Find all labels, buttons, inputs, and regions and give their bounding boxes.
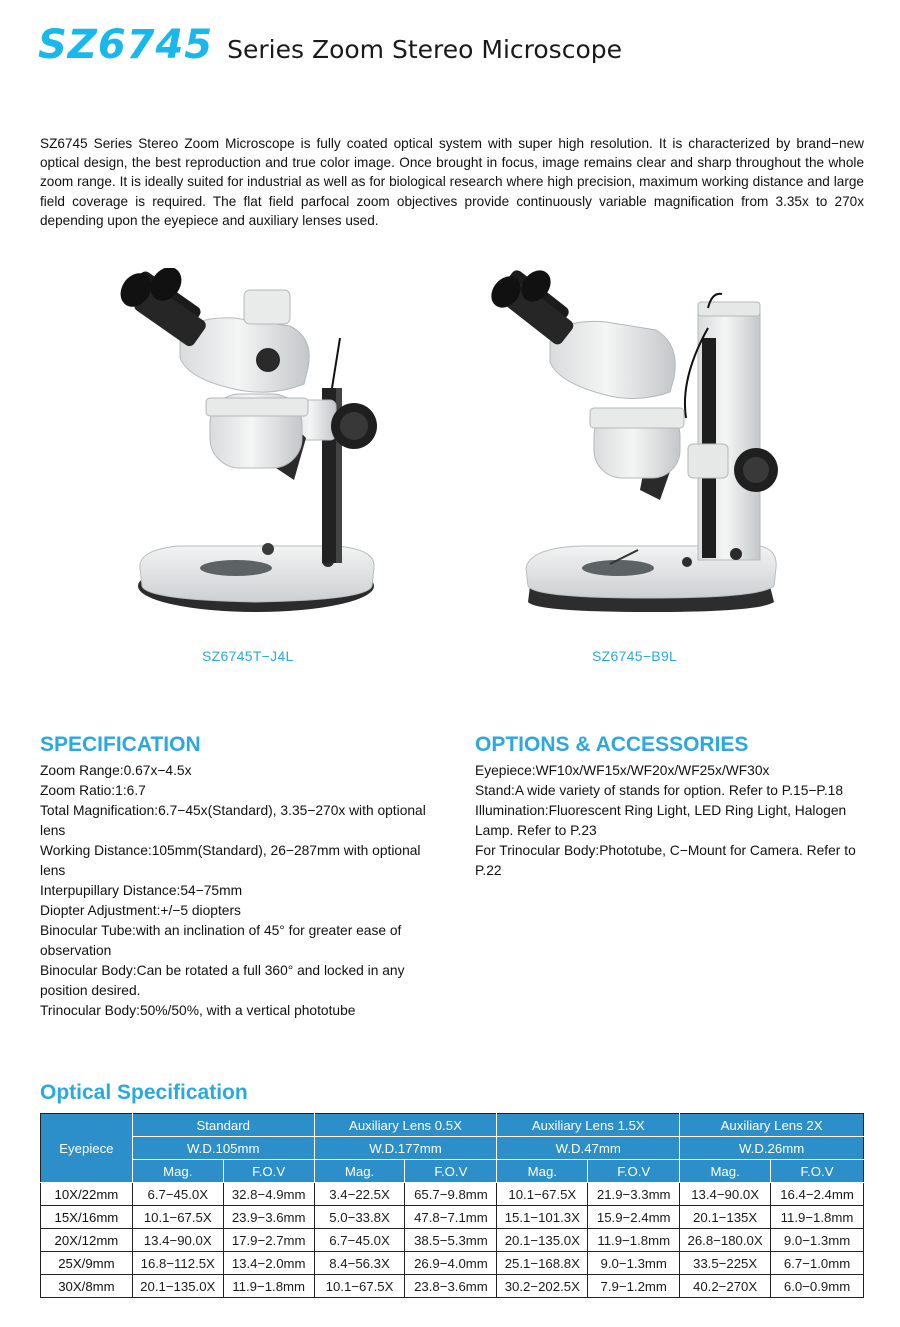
- intro-paragraph: SZ6745 Series Stereo Zoom Microscope is fully coated optical system with super high resolution. It is characterized by brand−new optical design, the best reproduction and true color image. Once brought in focus, image remains clear and sharp throughout the whole zoom range. It is ideally suited for industrial as well as for biological research where high precision, maximum working distance and large field coverage is required. The flat field parfocal zoom objectives provide continuously variable magnification from 3.35x to 270x depending upon the eyepiece and auxiliary lenses used.: [40, 136, 864, 228]
- table-cell: 26.9−4.0mm: [405, 1252, 497, 1275]
- eyepiece-cell: 20X/12mm: [41, 1229, 133, 1252]
- table-cell: 11.9−1.8mm: [588, 1229, 680, 1252]
- eyepiece-cell: 10X/22mm: [41, 1183, 133, 1206]
- table-cell: 6.7−45.0X: [132, 1183, 223, 1206]
- table-row: [41, 1252, 864, 1275]
- table-row: [41, 1206, 864, 1229]
- table-cell: 40.2−270X: [680, 1275, 771, 1298]
- spec-item: Zoom Ratio:1:6.7: [40, 783, 146, 798]
- table-cell: 10.1−67.5X: [497, 1183, 588, 1206]
- table-cell: 6.0−0.9mm: [771, 1275, 864, 1298]
- option-item: Illumination:Fluorescent Ring Light, LED Ring Light, Halogen Lamp. Refer to P.23: [475, 803, 847, 838]
- table-cell: 38.5−5.3mm: [405, 1229, 497, 1252]
- table-cell: 20.1−135X: [680, 1206, 771, 1229]
- fov-header: F.O.V: [223, 1160, 314, 1183]
- spec-item: Diopter Adjustment:+/−5 diopters: [40, 903, 241, 918]
- table-cell: 21.9−3.3mm: [588, 1183, 680, 1206]
- table-cell: 23.9−3.6mm: [223, 1206, 314, 1229]
- spec-item: Working Distance:105mm(Standard), 26−287mm with optional lens: [40, 843, 421, 878]
- product-caption: SZ6745T−J4L: [202, 648, 294, 664]
- table-cell: 65.7−9.8mm: [405, 1183, 497, 1206]
- table-cell: 8.4−56.3X: [314, 1252, 405, 1275]
- table-cell: 13.4−2.0mm: [223, 1252, 314, 1275]
- table-cell: 15.9−2.4mm: [588, 1206, 680, 1229]
- group-header: Standard: [132, 1114, 314, 1137]
- spec-item: Binocular Body:Can be rotated a full 360° and locked in any position desired.: [40, 963, 405, 998]
- table-cell: 30.2−202.5X: [497, 1275, 588, 1298]
- eyepiece-cell: 25X/9mm: [41, 1252, 133, 1275]
- working-distance-header: W.D.26mm: [680, 1137, 864, 1160]
- table-cell: 6.7−45.0X: [314, 1229, 405, 1252]
- table-cell: 9.0−1.3mm: [588, 1252, 680, 1275]
- table-cell: 9.0−1.3mm: [771, 1229, 864, 1252]
- mag-header: Mag.: [132, 1160, 223, 1183]
- spec-item: Trinocular Body:50%/50%, with a vertical phototube: [40, 1003, 356, 1018]
- table-cell: 11.9−1.8mm: [771, 1206, 864, 1229]
- optical-spec-title: Optical Specification: [40, 1081, 248, 1104]
- table-cell: 13.4−90.0X: [132, 1229, 223, 1252]
- fov-header: F.O.V: [588, 1160, 680, 1183]
- spec-item: Binocular Tube:with an inclination of 45° for greater ease of observation: [40, 923, 402, 958]
- optical-spec-table: [40, 1113, 864, 1298]
- table-row: [41, 1229, 864, 1252]
- eyepiece-header: Eyepiece: [41, 1114, 133, 1183]
- model-title: SZ6745: [38, 22, 214, 68]
- table-cell: 33.5−225X: [680, 1252, 771, 1275]
- page-header: [38, 22, 622, 68]
- group-header: Auxiliary Lens 2X: [680, 1114, 864, 1137]
- table-cell: 20.1−135.0X: [497, 1229, 588, 1252]
- table-row: [41, 1275, 864, 1298]
- table-cell: 15.1−101.3X: [497, 1206, 588, 1229]
- option-item: Eyepiece:WF10x/WF15x/WF20x/WF25x/WF30x: [475, 763, 770, 778]
- table-cell: 23.8−3.6mm: [405, 1275, 497, 1298]
- table-cell: 11.9−1.8mm: [223, 1275, 314, 1298]
- table-cell: 10.1−67.5X: [314, 1275, 405, 1298]
- eyepiece-cell: 30X/8mm: [41, 1275, 133, 1298]
- series-title: Series Zoom Stereo Microscope: [227, 35, 622, 64]
- specification-heading: SPECIFICATION: [40, 733, 201, 756]
- table-cell: 5.0−33.8X: [314, 1206, 405, 1229]
- working-distance-header: W.D.177mm: [314, 1137, 497, 1160]
- table-cell: 13.4−90.0X: [680, 1183, 771, 1206]
- binocular-microscope-image: [490, 268, 790, 618]
- options-list: [475, 761, 870, 881]
- spec-item: Interpupillary Distance:54−75mm: [40, 883, 243, 898]
- table-cell: 16.4−2.4mm: [771, 1183, 864, 1206]
- table-cell: 10.1−67.5X: [132, 1206, 223, 1229]
- table-cell: 16.8−112.5X: [132, 1252, 223, 1275]
- table-cell: 6.7−1.0mm: [771, 1252, 864, 1275]
- specification-list: [40, 761, 440, 1021]
- mag-header: Mag.: [497, 1160, 588, 1183]
- table-cell: 25.1−168.8X: [497, 1252, 588, 1275]
- option-item: For Trinocular Body:Phototube, C−Mount for Camera. Refer to P.22: [475, 843, 856, 878]
- working-distance-header: W.D.47mm: [497, 1137, 680, 1160]
- mag-header: Mag.: [314, 1160, 405, 1183]
- table-row: [41, 1183, 864, 1206]
- option-item: Stand:A wide variety of stands for option. Refer to P.15−P.18: [475, 783, 844, 798]
- eyepiece-cell: 15X/16mm: [41, 1206, 133, 1229]
- group-header: Auxiliary Lens 1.5X: [497, 1114, 680, 1137]
- table-cell: 7.9−1.2mm: [588, 1275, 680, 1298]
- group-header: Auxiliary Lens 0.5X: [314, 1114, 497, 1137]
- trinocular-microscope-image: [118, 268, 388, 618]
- mag-header: Mag.: [680, 1160, 771, 1183]
- spec-item: Total Magnification:6.7−45x(Standard), 3.35−270x with optional lens: [40, 803, 426, 838]
- spec-item: Zoom Range:0.67x−4.5x: [40, 763, 192, 778]
- table-cell: 32.8−4.9mm: [223, 1183, 314, 1206]
- table-cell: 17.9−2.7mm: [223, 1229, 314, 1252]
- options-heading: OPTIONS & ACCESSORIES: [475, 733, 749, 756]
- fov-header: F.O.V: [405, 1160, 497, 1183]
- product-caption: SZ6745−B9L: [592, 648, 678, 664]
- table-cell: 47.8−7.1mm: [405, 1206, 497, 1229]
- table-cell: 20.1−135.0X: [132, 1275, 223, 1298]
- table-cell: 26.8−180.0X: [680, 1229, 771, 1252]
- table-cell: 3.4−22.5X: [314, 1183, 405, 1206]
- working-distance-header: W.D.105mm: [132, 1137, 314, 1160]
- fov-header: F.O.V: [771, 1160, 864, 1183]
